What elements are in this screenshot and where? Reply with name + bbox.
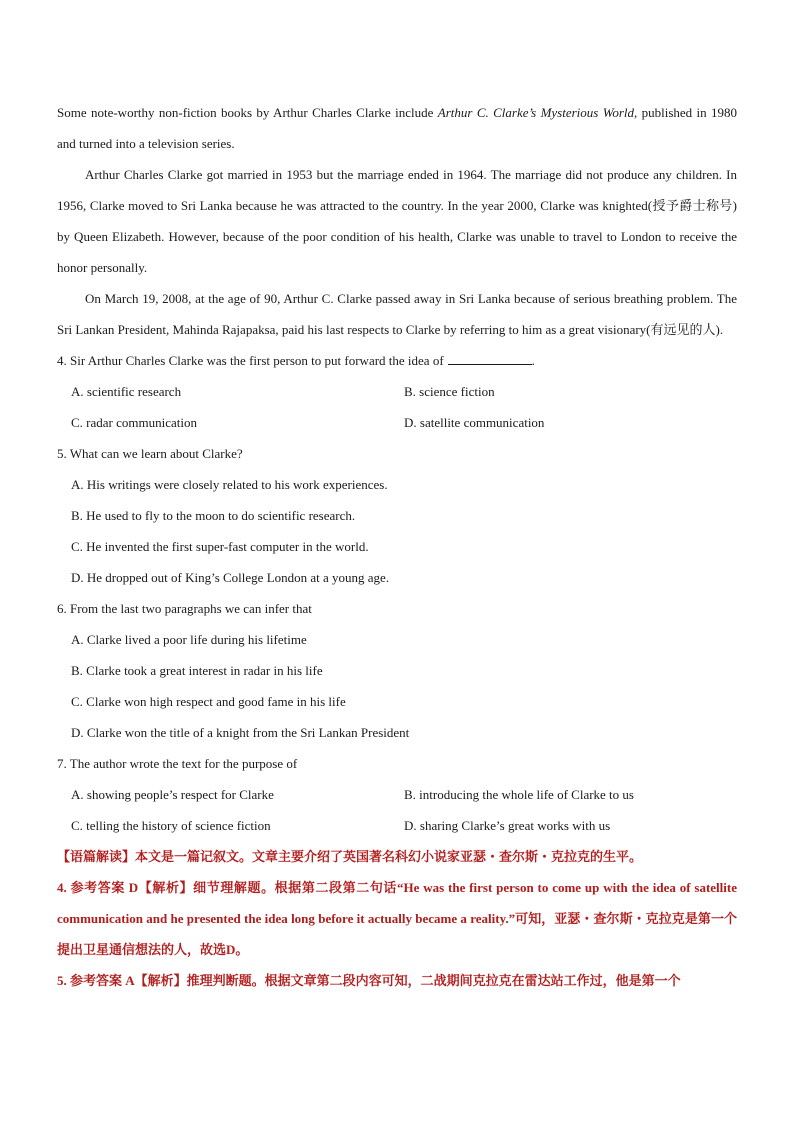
- question-4-stem: [57, 345, 737, 376]
- book-title: Arthur C. Clarke’s Mysterious World: [437, 105, 635, 120]
- option-b: B. science fiction: [404, 384, 495, 399]
- question-7-options-row-2: [57, 810, 737, 841]
- answer-summary: 【语篇解读】本文是一篇记叙文。文章主要介绍了英国著名科幻小说家亚瑟・查尔斯・克拉克的生平。: [57, 849, 643, 864]
- paragraph-text: Some note-worthy non-fiction books by Arthur Charles Clarke include: [57, 105, 438, 120]
- question-6-stem: 6. From the last two paragraphs we can infer that: [57, 601, 312, 616]
- option-b: B. Clarke took a great interest in radar in his life: [71, 663, 323, 678]
- answer-5-explanation: 5. 参考答案 A【解析】推理判断题。根据文章第二段内容可知，二战期间克拉克在雷达站工作过，他是第一个: [57, 973, 681, 988]
- option-d: D. Clarke won the title of a knight from the Sri Lankan President: [71, 725, 410, 740]
- question-text: 4. Sir Arthur Charles Clarke was the first person to put forward the idea of: [57, 353, 444, 368]
- question-7-stem: 7. The author wrote the text for the purpose of: [57, 756, 298, 771]
- option-d: D. satellite communication: [404, 415, 545, 430]
- option-d: D. He dropped out of King’s College London at a young age.: [71, 570, 390, 585]
- option-b: B. introducing the whole life of Clarke to us: [404, 787, 634, 802]
- passage-paragraph-2: Arthur Charles Clarke got married in 1953 but the marriage ended in 1964. The marriage did not produce any children. In 1956, Clarke moved to Sri Lanka because he was attracted to the country. In the year 2000, Clarke was knighted(授予爵士称号) by Queen Elizabeth. However, because of the poor condition of his health, Clarke was unable to travel to London to receive the honor personally.: [57, 167, 737, 275]
- question-4-options-row-2: [57, 407, 737, 438]
- option-c: C. radar communication: [71, 415, 197, 430]
- question-end: .: [531, 353, 535, 368]
- answer-4-explanation: 4. 参考答案 D【解析】细节理解题。根据第二段第二句话“He was the first person to come up with the idea of satellite communication and he presented the idea long before it actually became a reality.”可知，亚瑟・查尔斯・克拉克是第一个提出卫星通信想法的人，故选D。: [57, 880, 737, 957]
- option-b: B. He used to fly to the moon to do scientific research.: [71, 508, 356, 523]
- option-d: D. sharing Clarke’s great works with us: [404, 818, 611, 833]
- option-a: A. His writings were closely related to his work experiences.: [71, 477, 388, 492]
- option-c: C. He invented the first super-fast computer in the world.: [71, 539, 369, 554]
- option-a: A. showing people’s respect for Clarke: [71, 787, 274, 802]
- option-a: A. Clarke lived a poor life during his lifetime: [71, 632, 307, 647]
- option-c: C. telling the history of science fiction: [71, 818, 271, 833]
- passage-paragraph-3: On March 19, 2008, at the age of 90, Arthur C. Clarke passed away in Sri Lanka because of serious breathing problem. The Sri Lankan President, Mahinda Rajapaksa, paid his last respects to Clarke by referring to him as a great visionary(有远见的人).: [57, 291, 737, 337]
- document-page: [57, 97, 737, 996]
- answer-blank: [448, 352, 532, 365]
- paragraph-text: , published in 1980 and turned into a television series.: [57, 105, 738, 151]
- question-5-stem: 5. What can we learn about Clarke?: [57, 446, 243, 461]
- question-4-options-row-1: [57, 376, 737, 407]
- passage-paragraph-1: [57, 97, 737, 159]
- option-c: C. Clarke won high respect and good fame in his life: [71, 694, 346, 709]
- option-a: A. scientific research: [71, 384, 182, 399]
- question-7-options-row-1: [57, 779, 737, 810]
